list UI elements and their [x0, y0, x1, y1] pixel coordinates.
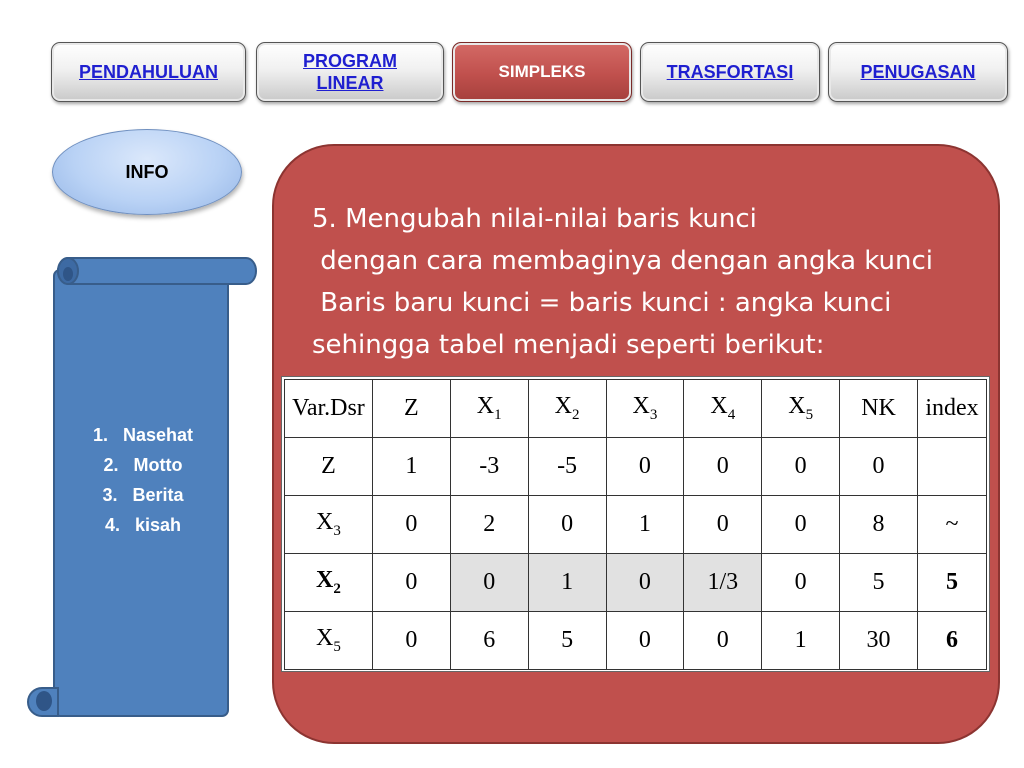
- header-label: X: [476, 393, 495, 420]
- table-row: [285, 438, 987, 496]
- table-cell: 1: [606, 496, 684, 554]
- table-header-cell: [450, 380, 528, 438]
- table-header-cell: [528, 380, 606, 438]
- variable-label: X: [316, 567, 334, 594]
- header-label: Z: [404, 395, 419, 421]
- nav-tab-program-linear[interactable]: [256, 42, 444, 102]
- table-cell: 30: [840, 612, 918, 670]
- nav-tab-trasfortasi[interactable]: [640, 42, 820, 102]
- nav-tab-label: PROGRAM LINEAR: [303, 51, 397, 93]
- table-cell: 5: [840, 554, 918, 612]
- list-item-label: Motto: [133, 455, 183, 475]
- table-cell: 1: [762, 612, 840, 670]
- scroll-menu-item[interactable]: [60, 450, 226, 480]
- list-item-label: Berita: [132, 485, 184, 505]
- table-cell: 6: [917, 612, 986, 670]
- list-number: 2.: [103, 455, 119, 475]
- table-header-cell: [684, 380, 762, 438]
- info-label: INFO: [125, 161, 169, 182]
- explanation-line: 5. Mengubah nilai-nilai baris kunci: [312, 204, 757, 234]
- key-row: [285, 554, 987, 612]
- table-cell: 0: [762, 554, 840, 612]
- table-cell: 0: [762, 496, 840, 554]
- simplex-table: [284, 379, 987, 670]
- table-cell: -5: [528, 438, 606, 496]
- info-button[interactable]: [52, 129, 242, 215]
- explanation-line: sehingga tabel menjadi seperti berikut:: [312, 330, 825, 360]
- nav-tab-label: TRASFORTASI: [666, 62, 794, 82]
- variable-label-subscript: 5: [333, 638, 341, 655]
- header-label-subscript: 2: [571, 406, 580, 423]
- explanation-text: [312, 198, 933, 366]
- basic-variable-cell: [285, 438, 373, 496]
- table-cell: ~: [917, 496, 986, 554]
- scroll-menu-item[interactable]: [60, 420, 226, 450]
- table-cell: 1: [528, 554, 606, 612]
- table-header-cell: [762, 380, 840, 438]
- nav-tab-simpleks[interactable]: [452, 42, 632, 102]
- list-number: 4.: [104, 515, 120, 535]
- table-cell: 0: [528, 496, 606, 554]
- table-cell: 2: [450, 496, 528, 554]
- table-cell: 6: [450, 612, 528, 670]
- header-label: index: [925, 395, 979, 421]
- table-cell: 0: [684, 496, 762, 554]
- variable-label-subscript: 3: [333, 522, 341, 539]
- basic-variable-cell: [285, 554, 373, 612]
- scroll-menu-item[interactable]: [60, 480, 226, 510]
- list-item-label: Nasehat: [123, 425, 194, 445]
- table-cell: -3: [450, 438, 528, 496]
- list-number: 1.: [92, 425, 108, 445]
- header-label-subscript: 4: [727, 406, 736, 423]
- header-label: Var.Dsr: [292, 395, 365, 421]
- table-cell: 0: [840, 438, 918, 496]
- nav-tab-penugasan[interactable]: [828, 42, 1008, 102]
- table-cell: 0: [606, 554, 684, 612]
- table-cell: 0: [684, 438, 762, 496]
- table-cell: 0: [372, 612, 450, 670]
- basic-variable-cell: [285, 496, 373, 554]
- list-number: 3.: [102, 485, 118, 505]
- table-row: [285, 496, 987, 554]
- variable-label: X: [316, 625, 334, 652]
- table-header-cell: [917, 380, 986, 438]
- table-cell: 0: [606, 612, 684, 670]
- nav-tab-label: PENDAHULUAN: [79, 62, 218, 82]
- table-header-cell: [285, 380, 373, 438]
- nav-tab-label: SIMPLEKS: [498, 62, 586, 81]
- header-label-subscript: 3: [649, 406, 658, 423]
- header-label: X: [788, 393, 806, 420]
- table-cell: 0: [684, 612, 762, 670]
- table-cell: 0: [372, 554, 450, 612]
- table-cell: 0: [450, 554, 528, 612]
- variable-label-subscript: 2: [333, 580, 341, 597]
- table-cell: 0: [762, 438, 840, 496]
- table-cell: 5: [917, 554, 986, 612]
- list-item-label: kisah: [135, 515, 182, 535]
- table-cell: 0: [606, 438, 684, 496]
- header-label: X: [710, 393, 728, 420]
- header-label-subscript: 5: [805, 406, 814, 423]
- table-header-cell: [840, 380, 918, 438]
- table-cell: [917, 438, 986, 496]
- variable-label: Z: [321, 453, 336, 479]
- simplex-table-frame: [281, 376, 990, 672]
- header-label: NK: [861, 395, 896, 421]
- nav-tab-label: PENUGASAN: [860, 62, 976, 82]
- table-cell: 1: [372, 438, 450, 496]
- table-row: [285, 612, 987, 670]
- table-cell: 1/3: [684, 554, 762, 612]
- table-cell: 8: [840, 496, 918, 554]
- table-cell: 0: [372, 496, 450, 554]
- explanation-line: dengan cara membaginya dengan angka kunci: [312, 246, 934, 276]
- header-label: X: [632, 393, 650, 420]
- scroll-menu-item[interactable]: [60, 510, 226, 540]
- header-label: X: [554, 393, 572, 420]
- scroll-menu: [60, 420, 226, 540]
- variable-label: X: [316, 509, 334, 536]
- table-cell: 5: [528, 612, 606, 670]
- table-header-cell: [606, 380, 684, 438]
- nav-tab-pendahuluan[interactable]: [51, 42, 246, 102]
- table-header-cell: [372, 380, 450, 438]
- table-header-row: [285, 380, 987, 438]
- header-label-subscript: 1: [494, 406, 502, 423]
- explanation-line: Baris baru kunci = baris kunci : angka kunci: [312, 288, 892, 318]
- basic-variable-cell: [285, 612, 373, 670]
